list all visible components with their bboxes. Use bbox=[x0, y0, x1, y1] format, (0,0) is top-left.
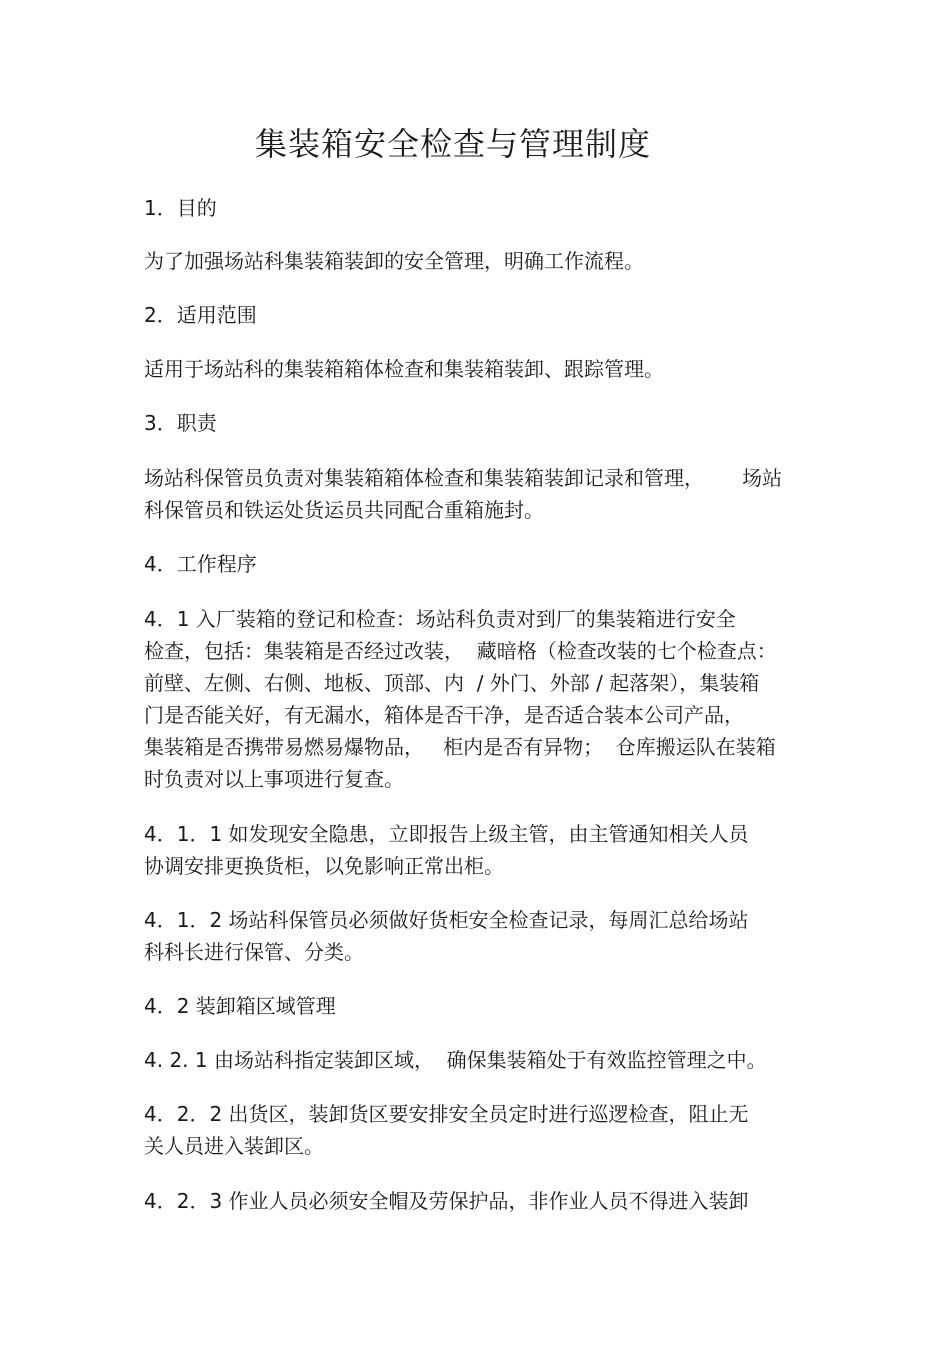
paragraph-4-1-1-line-2: 协调安排更换货柜，以免影响正常出柜。 bbox=[144, 854, 504, 878]
paragraph-4-2-2-line-1: 4．2．2 出货区，装卸货区要安排安全员定时进行巡逻检查，阻止无 bbox=[144, 1102, 749, 1126]
document-title: 集装箱安全检查与管理制度 bbox=[254, 125, 651, 163]
paragraph-4-1-line-6: 时负责对以上事项进行复查。 bbox=[144, 767, 404, 791]
section-heading-scope: 2．适用范围 bbox=[144, 303, 257, 327]
paragraph-responsibility-line-1: 场站科保管员负责对集装箱箱体检查和集装箱装卸记录和管理， 场站 bbox=[144, 466, 783, 490]
paragraph-4-2-1: 4. 2. 1 由场站科指定装卸区域， 确保集装箱处于有效监控管理之中。 bbox=[144, 1048, 767, 1072]
paragraph-scope: 适用于场站科的集装箱箱体检查和集装箱装卸、跟踪管理。 bbox=[144, 357, 664, 381]
section-heading-purpose: 1．目的 bbox=[144, 196, 217, 220]
paragraph-4-1-2-line-2: 科科长进行保管、分类。 bbox=[144, 940, 364, 964]
paragraph-4-2-3-line-1: 4．2．3 作业人员必须安全帽及劳保护品，非作业人员不得进入装卸 bbox=[144, 1189, 749, 1213]
paragraph-4-2-2-line-2: 关人员进入装卸区。 bbox=[144, 1134, 324, 1158]
section-heading-4-2: 4．2 装卸箱区域管理 bbox=[144, 994, 336, 1018]
paragraph-4-1-line-5: 集装箱是否携带易燃易爆物品， 柜内是否有异物； 仓库搬运队在装箱 bbox=[144, 735, 776, 759]
paragraph-4-1-line-1: 4．1 入厂装箱的登记和检查：场站科负责对到厂的集装箱进行安全 bbox=[144, 607, 736, 631]
paragraph-purpose: 为了加强场站科集装箱装卸的安全管理，明确工作流程。 bbox=[144, 249, 644, 273]
paragraph-4-1-2-line-1: 4．1．2 场站科保管员必须做好货柜安全检查记录，每周汇总给场站 bbox=[144, 908, 749, 932]
paragraph-4-1-line-3: 前壁、左侧、右侧、地板、顶部、内 / 外门、外部 / 起落架），集装箱 bbox=[144, 671, 760, 695]
section-heading-procedure: 4．工作程序 bbox=[144, 552, 257, 576]
paragraph-responsibility-line-2: 科保管员和铁运处货运员共同配合重箱施封。 bbox=[144, 498, 544, 522]
paragraph-4-1-1-line-1: 4．1．1 如发现安全隐患，立即报告上级主管，由主管通知相关人员 bbox=[144, 822, 749, 846]
paragraph-4-1-line-2: 检查，包括：集装箱是否经过改装， 藏暗格（检查改装的七个检查点： bbox=[144, 639, 777, 663]
paragraph-4-1-line-4: 门是否能关好，有无漏水，箱体是否干净，是否适合装本公司产品， bbox=[144, 703, 744, 727]
section-heading-responsibility: 3．职责 bbox=[144, 411, 217, 435]
